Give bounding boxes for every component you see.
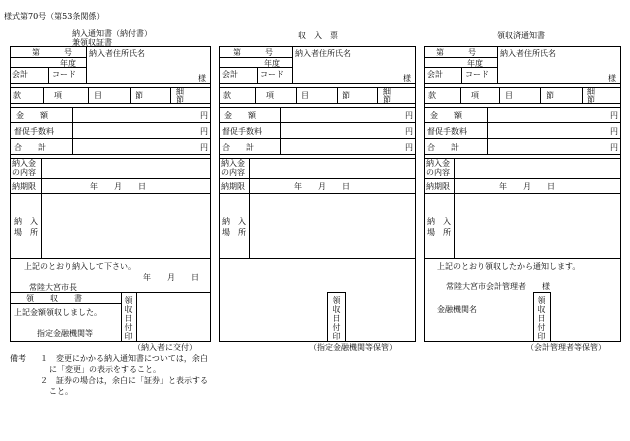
- form-number: 様式第70号（第53条関係）: [4, 12, 105, 21]
- panel1-subtitle: 兼領収証書: [72, 38, 112, 47]
- p1-kaikei: 会計: [12, 70, 28, 79]
- p3-code: コード: [465, 70, 489, 79]
- p3-footer: （会計管理者等保管）: [526, 343, 606, 352]
- p1-receipt-text: 上記金額領収しました。: [14, 308, 102, 317]
- note-2b: こと。: [49, 387, 73, 396]
- p1-payer-label: 納入者住所氏名: [89, 49, 145, 58]
- p1-ryoshubi: 領収日付印: [124, 296, 133, 341]
- p2-yen2: 円: [405, 127, 413, 136]
- p2-saimoku2: 節: [383, 95, 391, 104]
- p2-kou: 項: [266, 91, 274, 100]
- p2-year: 年度: [264, 59, 280, 68]
- p1-saimoku1: 細: [176, 87, 184, 96]
- p3-tokusoku: 督促手数料: [427, 127, 467, 136]
- p3-yen2: 円: [610, 127, 618, 136]
- p1-setsu: 節: [135, 91, 143, 100]
- p1-bank: 指定金融機関等: [37, 329, 93, 338]
- p3-year: 年度: [467, 59, 483, 68]
- p2-kan: 款: [223, 91, 231, 100]
- p2-yen1: 円: [405, 111, 413, 120]
- panel3-title: 領収済通知書: [497, 31, 545, 40]
- p3-saimoku1: 細: [587, 87, 595, 96]
- p1-tokusoku: 督促手数料: [14, 127, 54, 136]
- p1-saimoku2: 節: [176, 95, 184, 104]
- p2-kigen: 納期限: [221, 182, 245, 191]
- p1-receipt-title: 領 収 書: [26, 294, 82, 303]
- p3-moku: 目: [505, 91, 513, 100]
- p3-notice: 上記のとおり領収したから通知します。: [437, 262, 581, 271]
- p1-kingaku: 金 額: [16, 111, 48, 120]
- p3-saimoku2: 節: [587, 95, 595, 104]
- p2-payer-label: 納入者住所氏名: [295, 49, 351, 58]
- p3-sama: 様: [608, 74, 616, 83]
- p1-naiyou2: の内容: [12, 168, 36, 177]
- p3-naiyou1: 納入金: [426, 159, 450, 168]
- p1-footer: （納入者に交付）: [133, 343, 197, 352]
- p3-basho2: 場 所: [427, 228, 451, 237]
- p3-kingaku: 金 額: [430, 111, 462, 120]
- p3-payer-label: 納入者住所氏名: [500, 49, 556, 58]
- p1-sama: 様: [198, 74, 206, 83]
- panel1-title: 納入通知書（納付書）: [72, 29, 152, 38]
- p1-yen3: 円: [200, 143, 208, 152]
- p1-notice: 上記のとおり納入して下さい。: [24, 262, 136, 271]
- note-2a: ２ 証券の場合は，余白に「証券」と表示する: [40, 376, 208, 385]
- p3-basho1: 納 入: [427, 217, 451, 226]
- p3-kou: 項: [471, 91, 479, 100]
- p3-kigen-date: 年 月 日: [499, 182, 555, 191]
- p3-yen1: 円: [610, 111, 618, 120]
- p3-setsu: 節: [546, 91, 554, 100]
- p1-mayor: 常陸大宮市長: [29, 283, 77, 292]
- p1-number: 第 号: [32, 48, 72, 57]
- p3-yen3: 円: [610, 143, 618, 152]
- note-1b: に「変更」の表示をすること。: [49, 365, 161, 374]
- p1-yen2: 円: [200, 127, 208, 136]
- p1-kigen: 納期限: [12, 182, 36, 191]
- p1-basho1: 納 入: [14, 217, 38, 226]
- p2-naiyou1: 納入金: [221, 159, 245, 168]
- p2-basho2: 場 所: [222, 228, 246, 237]
- p2-tokusoku: 督促手数料: [222, 127, 262, 136]
- p2-kigen-date: 年 月 日: [294, 182, 350, 191]
- p2-moku: 目: [301, 91, 309, 100]
- p2-code: コード: [260, 70, 284, 79]
- p1-goukei: 合 計: [14, 143, 46, 152]
- p2-ryoshubi: 領収日付印: [332, 296, 341, 341]
- p2-saimoku1: 細: [383, 87, 391, 96]
- p3-ryoshubi: 領収日付印: [537, 296, 546, 341]
- p1-kan: 款: [13, 91, 21, 100]
- p3-number: 第 号: [436, 48, 476, 57]
- p3-bank: 金融機関名: [437, 305, 477, 314]
- p1-naiyou1: 納入金: [12, 159, 36, 168]
- p1-basho2: 場 所: [14, 228, 38, 237]
- p3-manager: 常陸大宮市会計管理者 様: [446, 282, 550, 291]
- panel2-title: 収 入 票: [298, 31, 338, 40]
- p1-kigen-date: 年 月 日: [90, 182, 146, 191]
- p2-kaikei: 会計: [222, 70, 238, 79]
- p3-naiyou2: の内容: [426, 168, 450, 177]
- p3-kan: 款: [428, 91, 436, 100]
- p2-footer: （指定金融機関等保管）: [309, 343, 397, 352]
- p3-goukei: 合 計: [427, 143, 459, 152]
- p2-kingaku: 金 額: [224, 111, 256, 120]
- p3-kaikei: 会計: [427, 70, 443, 79]
- p2-goukei: 合 計: [222, 143, 254, 152]
- p2-sama: 様: [403, 74, 411, 83]
- p1-year: 年度: [60, 59, 76, 68]
- p1-code: コード: [52, 70, 76, 79]
- p1-moku: 目: [94, 91, 102, 100]
- notes-title: 備考: [10, 354, 26, 363]
- p1-kou: 項: [54, 91, 62, 100]
- p3-kigen: 納期限: [426, 182, 450, 191]
- p2-naiyou2: の内容: [221, 168, 245, 177]
- p2-basho1: 納 入: [222, 217, 246, 226]
- p1-yen1: 円: [200, 111, 208, 120]
- p2-yen3: 円: [405, 143, 413, 152]
- note-1a: １ 変更にかかる納入通知書については，余白: [40, 354, 208, 363]
- p1-notice-date: 年 月 日: [143, 273, 199, 282]
- p2-setsu: 節: [342, 91, 350, 100]
- p2-number: 第 号: [233, 48, 273, 57]
